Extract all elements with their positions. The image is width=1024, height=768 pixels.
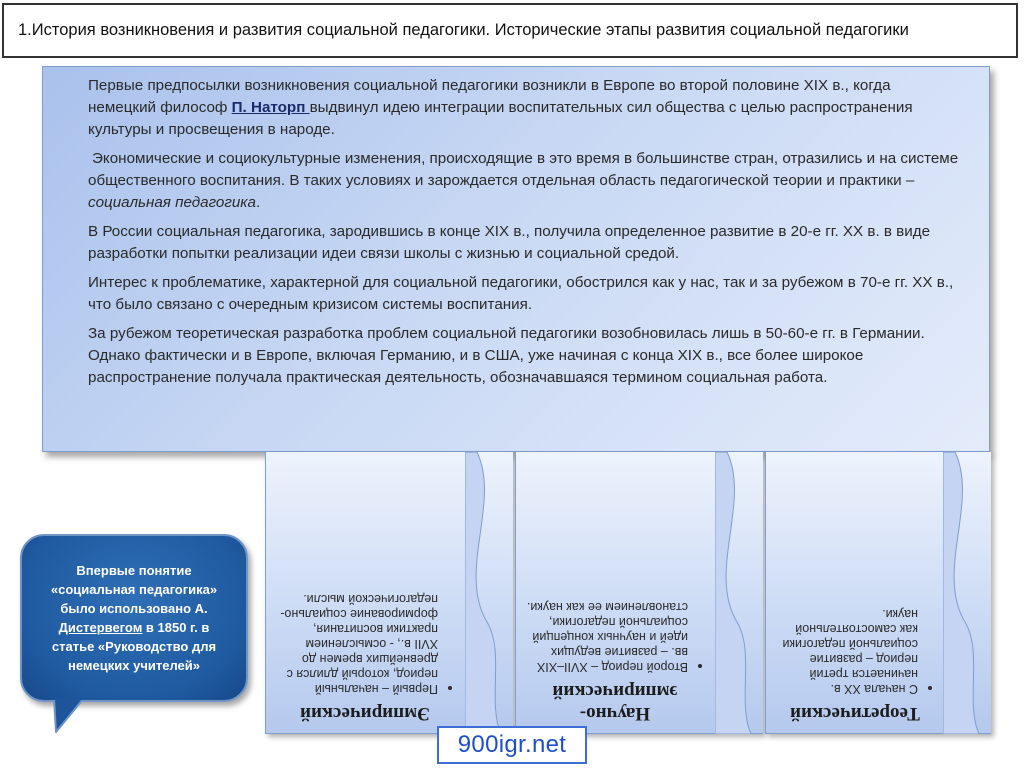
main-text-box xyxy=(42,66,990,452)
watermark-text: 900igr.net xyxy=(457,731,567,758)
period-list xyxy=(276,591,454,696)
paragraph-1 xyxy=(88,75,961,141)
periods-columns xyxy=(265,452,991,734)
period-column-empirical xyxy=(265,452,513,734)
watermark-badge[interactable] xyxy=(437,726,587,764)
period-content xyxy=(266,452,476,734)
natorp-link[interactable]: П. Наторп xyxy=(231,99,310,116)
period-text: • Второй период – XVII–XIX вв. – развитие ведущих идей и научных концепций социальной педагогики, становлением ее как науки. xyxy=(526,599,688,674)
period-content xyxy=(516,452,726,734)
period-list xyxy=(776,606,934,696)
callout-tail-icon xyxy=(50,698,90,734)
period-text: • Первый – начальный период, который длился с древнейших времен до XVII в., - осмыслением практики воспитания, формирование социально-педагогической мысли. xyxy=(276,591,438,696)
disterweg-link[interactable]: Дистервегом xyxy=(58,620,143,635)
period-list xyxy=(526,599,704,674)
period-text: • С начала XX в. начинается третий период – развитие социальной педагогики как самостоятельной науки. xyxy=(776,606,918,696)
paragraph-2-end: . xyxy=(255,194,261,211)
paragraph-2 xyxy=(88,148,961,214)
slide-title-text: 1.История возникновения и развития социальной педагогики. Исторические этапы развития социальной педагогики xyxy=(18,21,909,39)
paragraph-2-emphasis: социальная педагогика xyxy=(88,194,256,211)
callout-text-end: в 1850 г. в статье «Руководство для немецких учителей» xyxy=(51,620,217,673)
paragraph-1-start: Первые предпосылки возникновения социальной педагогики возникли в Европе во второй половине XIX в., когда немецкий философ xyxy=(88,77,891,116)
slide-title xyxy=(2,3,1018,58)
period-content xyxy=(766,452,956,734)
callout-bubble xyxy=(20,534,248,702)
paragraph-2-start: Экономические и социокультурные изменения, происходящие в это время в большинстве стран, отразились и на системе общественного воспитания. В таких условиях и зарождается отдельная область педагогической теории и практики – xyxy=(88,150,959,189)
paragraph-5: За рубежом теоретическая разработка проблем социальной педагогики возобновилась лишь в 50-60-е гг. в Германии. Однако фактически и в Европе, включая Германию, и в США, уже начиная с конца XIX в., все более широкое распространение получала практическая деятельность, обозначавшаяся термином социальная работа. xyxy=(88,325,925,386)
callout-text-start: Впервые понятие «социальная педагогика» было использовано А. xyxy=(50,563,218,616)
paragraph-4: Интерес к проблематике, характерной для социальной педагогики, обострился как у нас, так и за рубежом в 70-е гг. XX в., что было связано с очередным кризисом системы воспитания. xyxy=(88,274,954,313)
period-column-theoretical xyxy=(765,452,991,734)
period-heading: Теоретический xyxy=(790,703,920,724)
period-heading: Научно-эмпирический xyxy=(552,681,678,724)
paragraph-1-end: выдвинул идею интеграции воспитательных сил общества с целью распространения культуры и просвещения в народе. xyxy=(88,99,913,138)
period-heading: Эмпирический xyxy=(300,703,430,724)
period-column-scientific-empirical xyxy=(515,452,763,734)
paragraph-3: В России социальная педагогика, зародившись в конце XIX в., получила определенное развитие в 20-е гг. XX в. в виде разработки попытки реализации идеи связи школы с жизнью и социальной средой. xyxy=(88,223,931,262)
callout-text xyxy=(38,561,230,675)
